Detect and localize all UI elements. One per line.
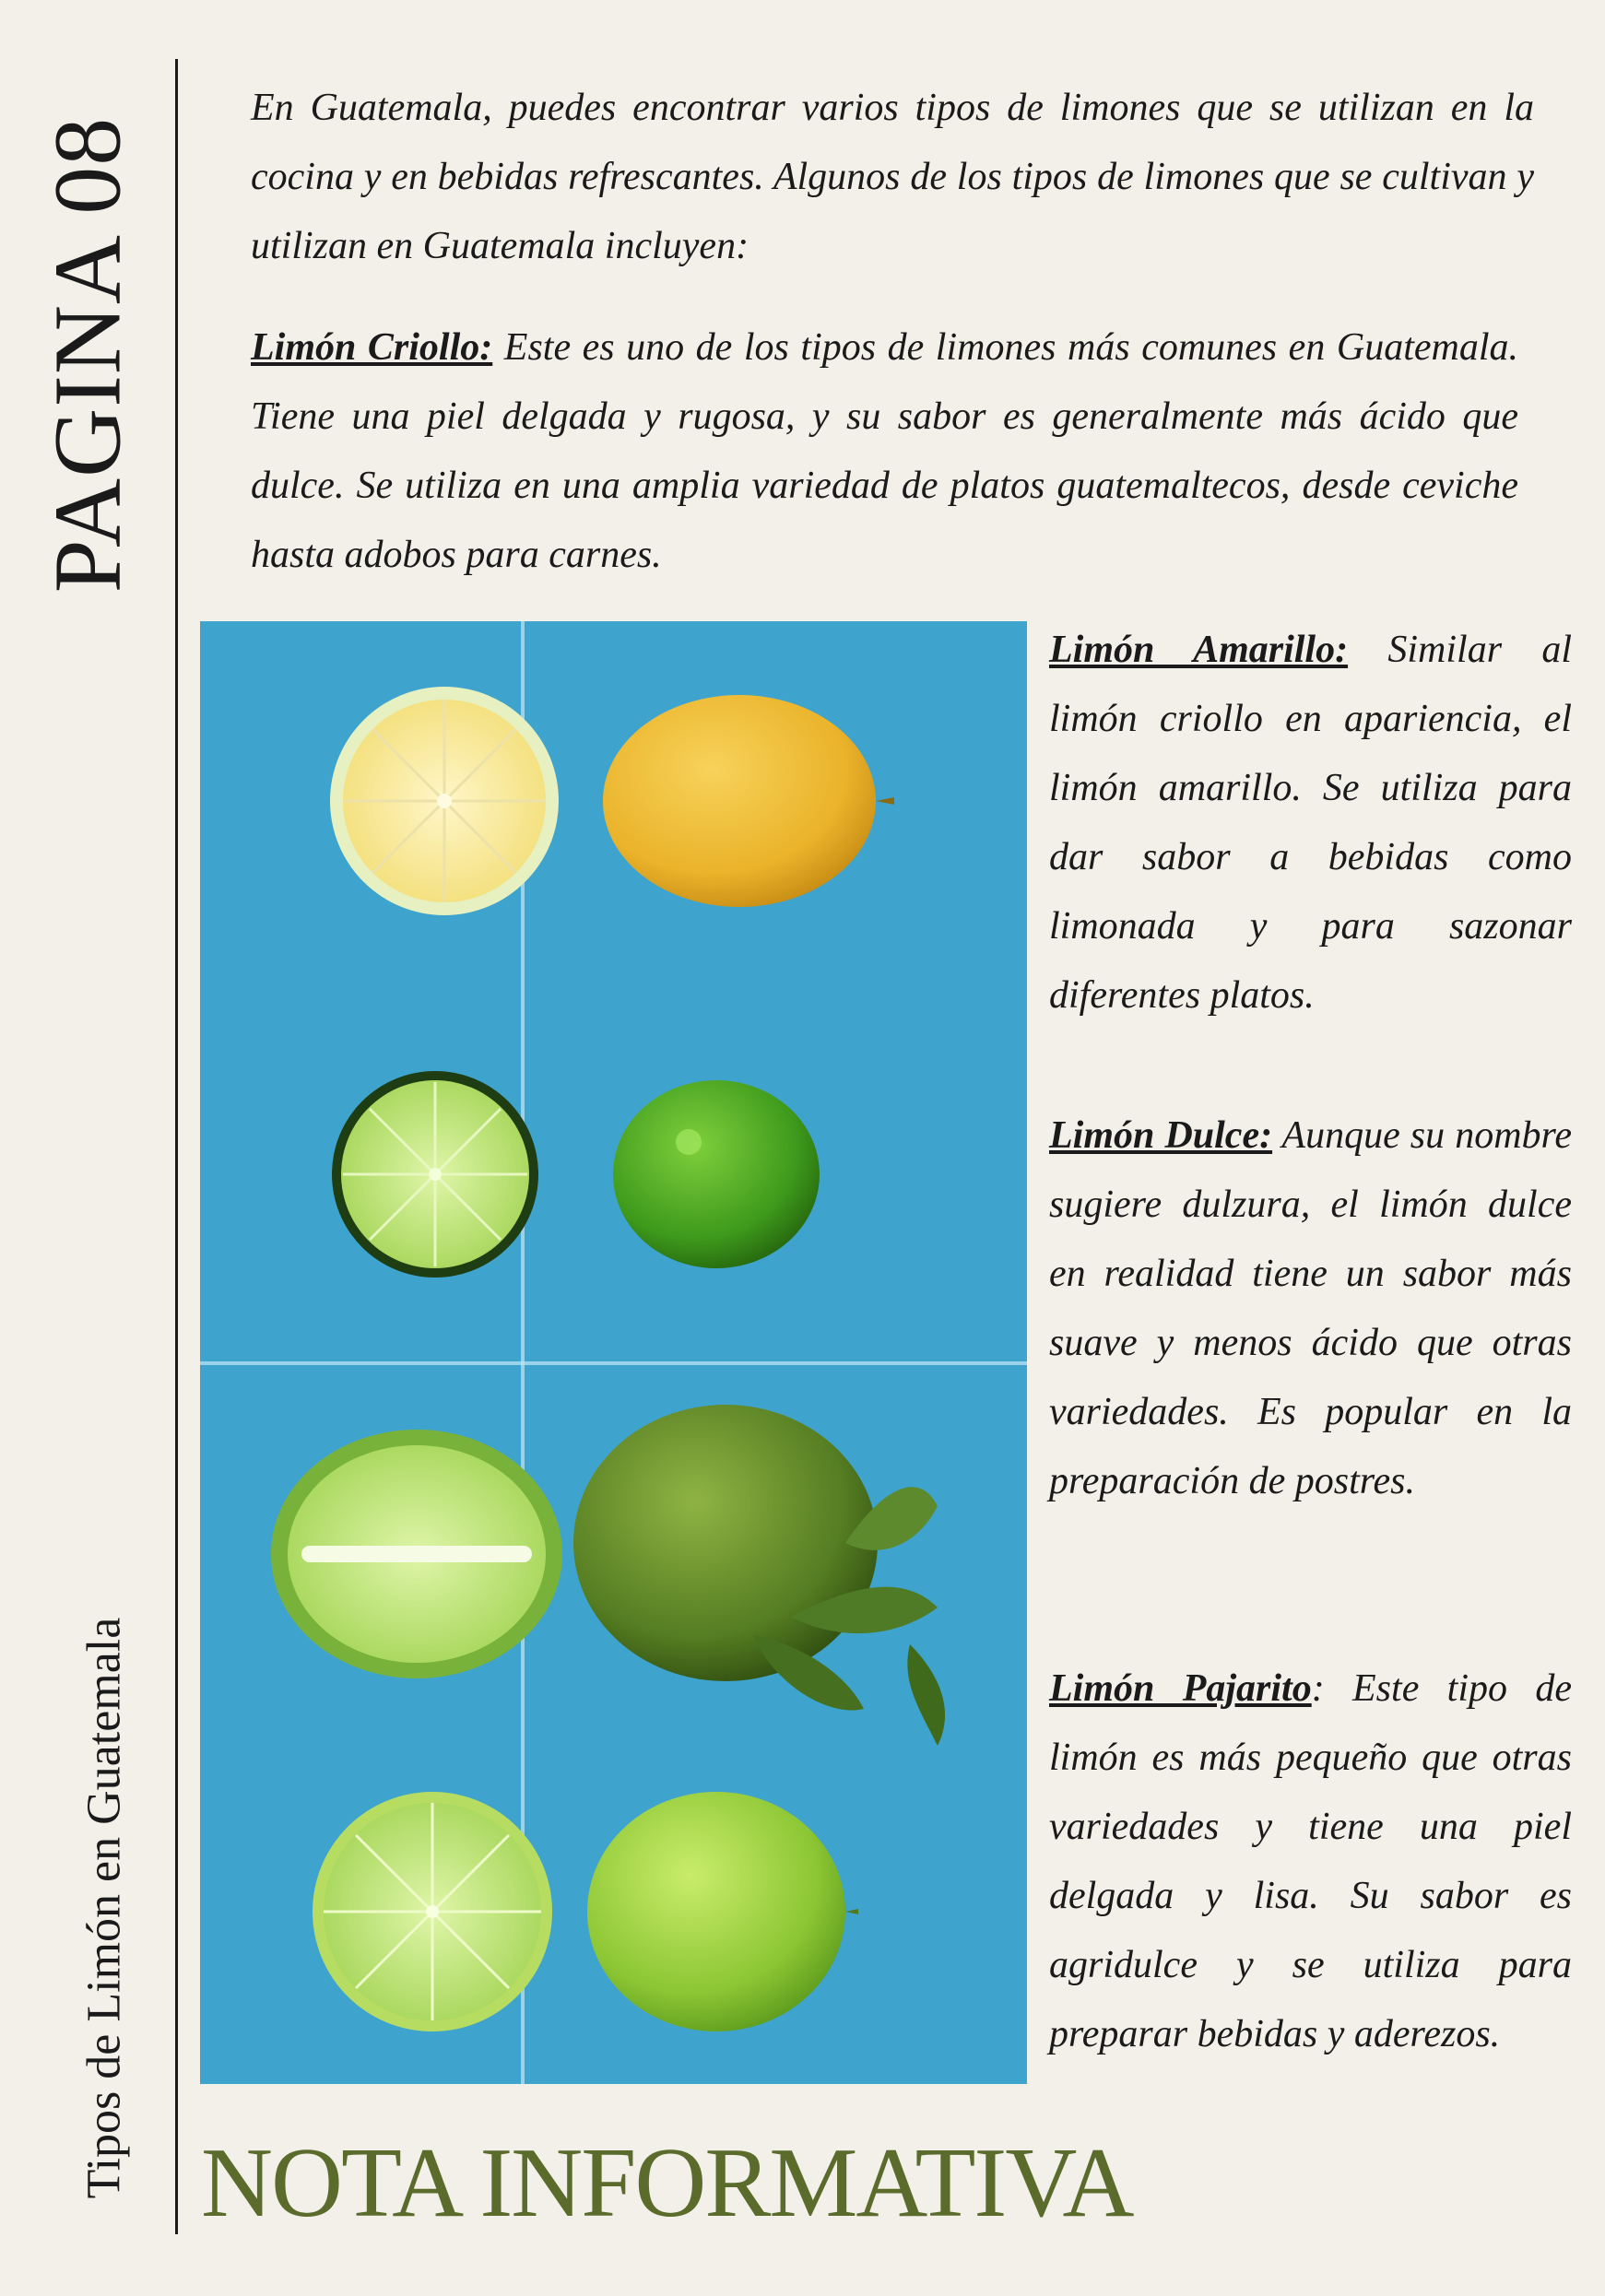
footer-title: NOTA INFORMATIVA [201,2128,1133,2238]
section-term: Limón Amarillo: [1049,629,1349,671]
key-lime-half [313,1792,552,2031]
section-limon-dulce [1049,1101,1572,1516]
document-title-text: Tipos de Limón en Guatemala [77,1617,130,2199]
lime-half [332,1071,538,1278]
document-title [72,1585,136,2231]
section-limon-pajarito [1049,1654,1572,2069]
section-term: Limón Dulce: [1049,1114,1273,1157]
section-limon-amarillo [1049,616,1572,1030]
section-term: Limón Criollo: [251,326,493,369]
limes-photo [200,621,1027,2084]
page-number [34,55,141,654]
page-number-text: PAGINA 08 [34,116,141,594]
section-text: Aunque su nombre sugiere dulzura, el limón dulce en realidad tiene un sabor más suave y menos ácido que otras variedades. Es popular en la preparación de postres. [1049,1114,1572,1502]
sweet-lime-half [271,1430,562,1678]
lemon-half [330,687,559,915]
section-term: Limón Pajarito [1049,1667,1312,1710]
section-limon-criollo [251,313,1518,590]
vertical-divider [175,59,178,2234]
section-text: Similar al limón criollo en apariencia, el limón amarillo. Se utiliza para dar sabor a bebidas como limonada y para sazonar diferentes platos. [1049,629,1572,1017]
section-text: Este es uno de los tipos de limones más comunes en Guatemala. Tiene una piel delgada y rugosa, y su sabor es generalmente más ácido que dulce. Se utiliza en una amplia variedad de platos guatemaltecos, desde ceviche hasta adobos para carnes. [251,326,1519,576]
intro-paragraph: En Guatemala, puedes encontrar varios tipos de limones que se utilizan en la cocina y en bebidas refrescantes. Algunos de los tipos de limones que se cultivan y utilizan en Guatemala incluyen: [251,87,1534,267]
section-text: : Este tipo de limón es más pequeño que otras variedades y tiene una piel delgada y lisa. Su sabor es agridulce y se utiliza para preparar bebidas y aderezos. [1049,1667,1572,2055]
lime-whole [613,1080,820,1268]
